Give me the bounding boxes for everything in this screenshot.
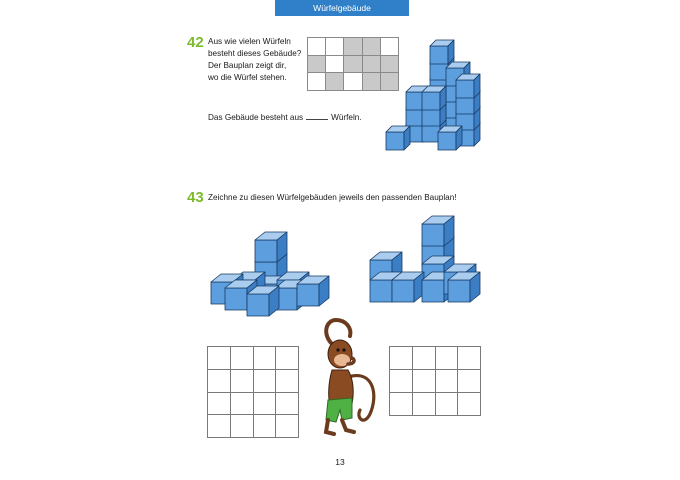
plan-grid-cell[interactable] bbox=[276, 369, 299, 392]
plan-grid-cell[interactable] bbox=[230, 392, 253, 415]
cube bbox=[456, 74, 480, 98]
task42-cube-building bbox=[380, 40, 490, 152]
cube bbox=[430, 40, 454, 64]
plan-grid-cell[interactable] bbox=[276, 415, 299, 438]
answer-blank[interactable] bbox=[306, 113, 328, 120]
plan-cell bbox=[326, 38, 344, 56]
task42-answer-sentence bbox=[208, 112, 362, 124]
plan-grid-cell[interactable] bbox=[208, 415, 231, 438]
cube bbox=[448, 272, 480, 302]
task42-line-3: Der Bauplan zeigt dir, bbox=[208, 61, 287, 70]
task42-line-2: besteht dieses Gebäude? bbox=[208, 49, 302, 58]
cube bbox=[422, 216, 454, 246]
plan-grid-cell[interactable] bbox=[276, 347, 299, 370]
plan-grid-cell[interactable] bbox=[458, 347, 481, 370]
plan-grid-cell[interactable] bbox=[412, 347, 435, 370]
plan-grid-cell[interactable] bbox=[208, 347, 231, 370]
plan-grid-cell[interactable] bbox=[390, 393, 413, 416]
plan-grid-cell[interactable] bbox=[230, 369, 253, 392]
task43-empty-plan-right[interactable] bbox=[389, 346, 481, 416]
plan-grid-cell[interactable] bbox=[412, 393, 435, 416]
monkey-eye-right bbox=[342, 348, 345, 351]
task42-line-4: wo die Würfel stehen. bbox=[208, 73, 287, 82]
task43-instruction: Zeichne zu diesen Würfelgebäuden jeweils den passenden Bauplan! bbox=[208, 193, 457, 202]
task43-empty-plan-left[interactable] bbox=[207, 346, 299, 438]
plan-grid-cell[interactable] bbox=[412, 370, 435, 393]
plan-grid-cell[interactable] bbox=[390, 370, 413, 393]
cube bbox=[247, 286, 279, 316]
page-number: 13 bbox=[335, 457, 345, 467]
plan-cell bbox=[308, 55, 326, 73]
plan-grid-cell[interactable] bbox=[458, 370, 481, 393]
plan-cell bbox=[344, 38, 362, 56]
plan-grid-cell[interactable] bbox=[208, 392, 231, 415]
plan-cell bbox=[362, 38, 380, 56]
plan-grid-cell[interactable] bbox=[276, 392, 299, 415]
plan-cell bbox=[326, 73, 344, 91]
task43-cube-building-right bbox=[364, 216, 486, 306]
plan-grid-cell[interactable] bbox=[435, 347, 458, 370]
plan-grid-cell[interactable] bbox=[208, 369, 231, 392]
plan-cell bbox=[344, 73, 362, 91]
monkey-legs bbox=[326, 420, 354, 434]
cube bbox=[392, 272, 424, 302]
task42-line-1: Aus wie vielen Würfeln bbox=[208, 37, 291, 46]
plan-grid-cell[interactable] bbox=[253, 415, 276, 438]
cube bbox=[255, 232, 287, 262]
plan-cell bbox=[344, 55, 362, 73]
plan-grid-cell[interactable] bbox=[230, 415, 253, 438]
plan-grid-cell[interactable] bbox=[435, 393, 458, 416]
plan-grid-cell[interactable] bbox=[435, 370, 458, 393]
plan-cell bbox=[362, 73, 380, 91]
monkey-tail bbox=[352, 376, 374, 421]
plan-grid-cell[interactable] bbox=[230, 347, 253, 370]
task43-cube-building-left bbox=[203, 222, 321, 322]
plan-cell bbox=[308, 38, 326, 56]
cube bbox=[386, 126, 410, 150]
monkey-illustration bbox=[312, 314, 380, 438]
plan-cell bbox=[308, 73, 326, 91]
plan-grid-cell[interactable] bbox=[253, 392, 276, 415]
cube bbox=[297, 276, 329, 306]
task-number-43: 43 bbox=[187, 189, 204, 206]
plan-grid-cell[interactable] bbox=[253, 369, 276, 392]
cube bbox=[422, 86, 446, 110]
task-number-42: 42 bbox=[187, 34, 204, 51]
answer-text-after: Würfeln. bbox=[331, 113, 362, 122]
task42-question bbox=[208, 36, 301, 84]
plan-grid-cell[interactable] bbox=[253, 347, 276, 370]
monkey-shorts bbox=[326, 398, 352, 422]
answer-text-before: Das Gebäude besteht aus bbox=[208, 113, 304, 122]
plan-grid-cell[interactable] bbox=[458, 393, 481, 416]
plan-cell bbox=[362, 55, 380, 73]
cube bbox=[438, 126, 462, 150]
monkey-eye-left bbox=[336, 348, 339, 351]
plan-grid-cell[interactable] bbox=[390, 347, 413, 370]
header-title: Würfelgebäude bbox=[275, 0, 409, 16]
plan-cell bbox=[326, 55, 344, 73]
